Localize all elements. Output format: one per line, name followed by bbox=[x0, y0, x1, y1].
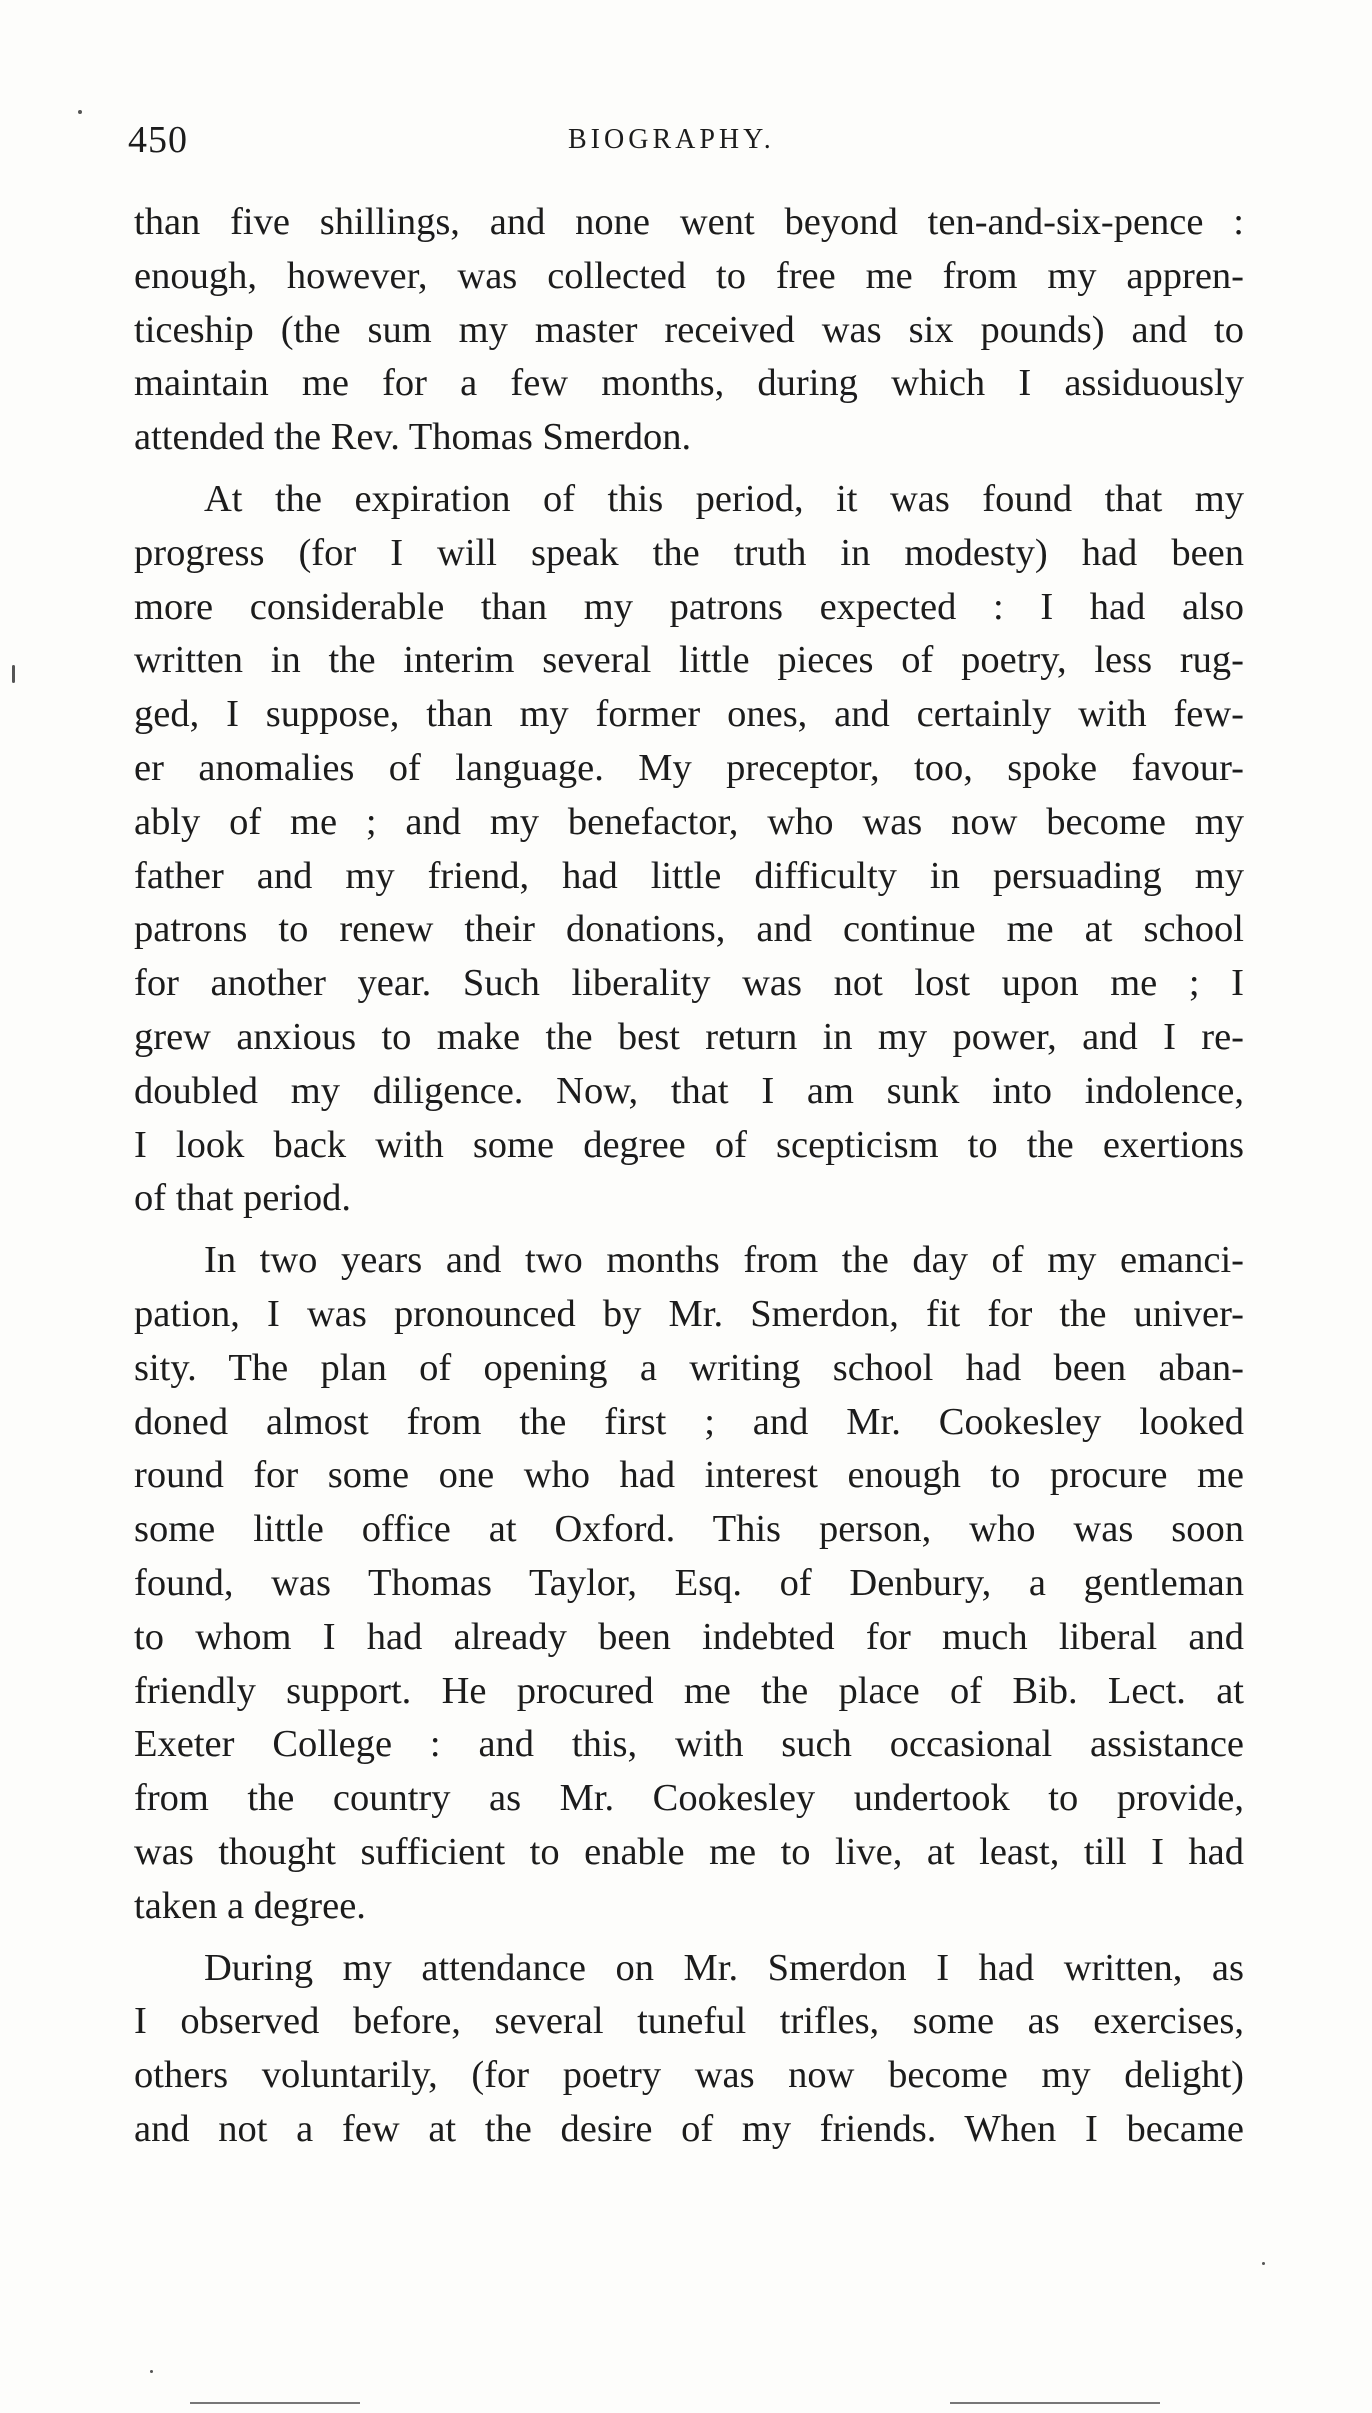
paragraph-1 bbox=[134, 196, 1244, 465]
text-line: friendly support. He procured me the place of Bib. Lect. at bbox=[134, 1669, 1244, 1712]
text-line: In two years and two months from the day of my emanci- bbox=[204, 1239, 1244, 1282]
page-header bbox=[128, 118, 1248, 168]
text-line: father and my friend, had little difficulty in persuading my bbox=[134, 854, 1244, 897]
text-line: found, was Thomas Taylor, Esq. of Denbury, a gentleman bbox=[134, 1561, 1244, 1604]
text-line: taken a degree. bbox=[134, 1884, 366, 1927]
text-line: Exeter College : and this, with such occasional assistance bbox=[134, 1723, 1244, 1766]
text-line: pation, I was pronounced by Mr. Smerdon, fit for the univer- bbox=[134, 1292, 1244, 1335]
paragraph-3 bbox=[134, 1234, 1244, 1933]
text-line: sity. The plan of opening a writing school had been aban- bbox=[134, 1346, 1244, 1389]
text-line: round for some one who had interest enough to procure me bbox=[134, 1454, 1244, 1497]
text-line: doubled my diligence. Now, that I am sunk into indolence, bbox=[134, 1069, 1244, 1112]
text-line: some little office at Oxford. This person, who was soon bbox=[134, 1508, 1244, 1551]
text-line: maintain me for a few months, during which I assiduously bbox=[134, 362, 1244, 405]
text-line: During my attendance on Mr. Smerdon I had written, as bbox=[204, 1946, 1244, 1989]
text-line: to whom I had already been indebted for much liberal and bbox=[134, 1615, 1244, 1658]
text-line: from the country as Mr. Cookesley undertook to provide, bbox=[134, 1777, 1244, 1820]
text-line: for another year. Such liberality was not lost upon me ; I bbox=[134, 962, 1244, 1005]
text-line: than five shillings, and none went beyond ten-and-six-pence : bbox=[134, 201, 1244, 243]
bottom-edge-mark bbox=[190, 2402, 360, 2404]
text-line: more considerable than my patrons expected : I had also bbox=[134, 585, 1244, 628]
text-line: enough, however, was collected to free me from my appren- bbox=[134, 254, 1244, 297]
text-line: attended the Rev. Thomas Smerdon. bbox=[134, 416, 692, 459]
page-number: 450 bbox=[128, 119, 188, 161]
text-line: progress (for I will speak the truth in modesty) had been bbox=[134, 531, 1244, 574]
body-text bbox=[134, 196, 1244, 2157]
text-line: I look back with some degree of scepticism to the exertions bbox=[134, 1123, 1244, 1166]
text-line: ably of me ; and my benefactor, who was now become my bbox=[134, 800, 1244, 843]
scan-speck bbox=[1262, 2262, 1265, 2265]
scan-speck bbox=[12, 665, 15, 683]
paragraph-2 bbox=[134, 473, 1244, 1226]
scan-speck bbox=[78, 110, 82, 114]
text-line: er anomalies of language. My preceptor, too, spoke favour- bbox=[134, 746, 1244, 789]
running-head: BIOGRAPHY. bbox=[568, 124, 775, 155]
text-line: others voluntarily, (for poetry was now become my delight) bbox=[134, 2054, 1244, 2097]
bottom-edge-mark bbox=[950, 2402, 1160, 2404]
paragraph-4 bbox=[134, 1942, 1244, 2157]
text-line: grew anxious to make the best return in my power, and I re- bbox=[134, 1015, 1244, 1058]
text-line: and not a few at the desire of my friends. When I became bbox=[134, 2107, 1244, 2150]
text-line: of that period. bbox=[134, 1177, 352, 1220]
text-line: doned almost from the first ; and Mr. Cookesley looked bbox=[134, 1400, 1244, 1443]
text-line: At the expiration of this period, it was found that my bbox=[204, 477, 1244, 520]
text-line: ticeship (the sum my master received was six pounds) and to bbox=[134, 308, 1244, 351]
text-line: patrons to renew their donations, and continue me at school bbox=[134, 908, 1244, 951]
text-line: ged, I suppose, than my former ones, and certainly with few- bbox=[134, 693, 1244, 736]
text-line: I observed before, several tuneful trifles, some as exercises, bbox=[134, 2000, 1244, 2043]
scan-speck bbox=[150, 2370, 153, 2373]
text-line: written in the interim several little pieces of poetry, less rug- bbox=[134, 639, 1244, 682]
text-line: was thought sufficient to enable me to live, at least, till I had bbox=[134, 1830, 1244, 1873]
